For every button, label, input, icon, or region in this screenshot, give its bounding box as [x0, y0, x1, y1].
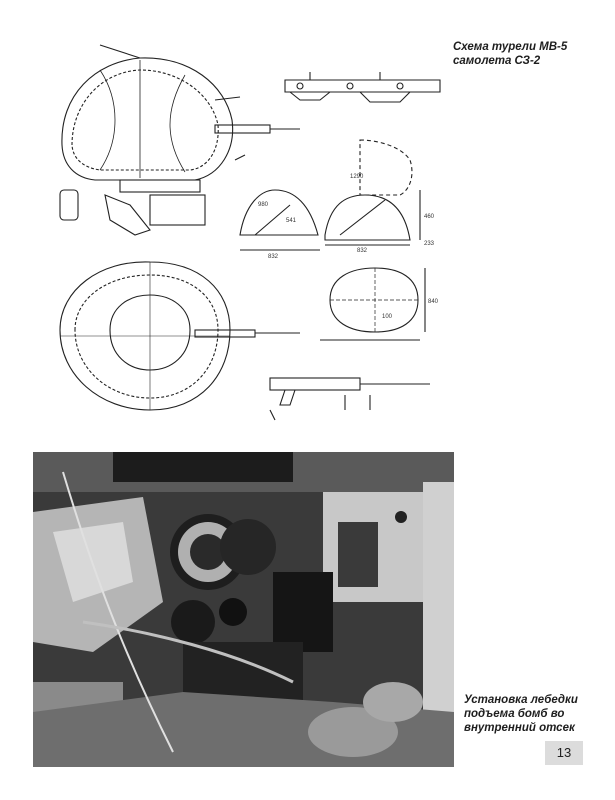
dimension-label: 460 — [424, 214, 435, 220]
photo-caption: Установка лебедки подъема бомб во внутренний отсек — [464, 694, 578, 734]
dimension-label: 840 — [428, 299, 439, 305]
dimension-label: 832 — [268, 254, 279, 260]
dimension-label: 1290 — [350, 174, 364, 180]
winch-photo — [33, 452, 454, 767]
turret-plan-view — [60, 262, 300, 410]
drawing-caption: Схема турели МВ-5 самолета СЗ-2 — [453, 41, 568, 67]
dimension-label: 832 — [357, 248, 368, 254]
dimension-label: 980 — [258, 202, 269, 208]
oval-section — [320, 268, 425, 340]
machine-gun-drawing — [270, 378, 430, 420]
profile-sections — [240, 140, 420, 250]
dimension-label: 233 — [424, 241, 435, 247]
rail-drawing — [285, 72, 440, 102]
dimension-label: 541 — [286, 218, 297, 224]
page-number: 13 — [545, 741, 583, 765]
dimension-label: 100 — [382, 314, 393, 320]
